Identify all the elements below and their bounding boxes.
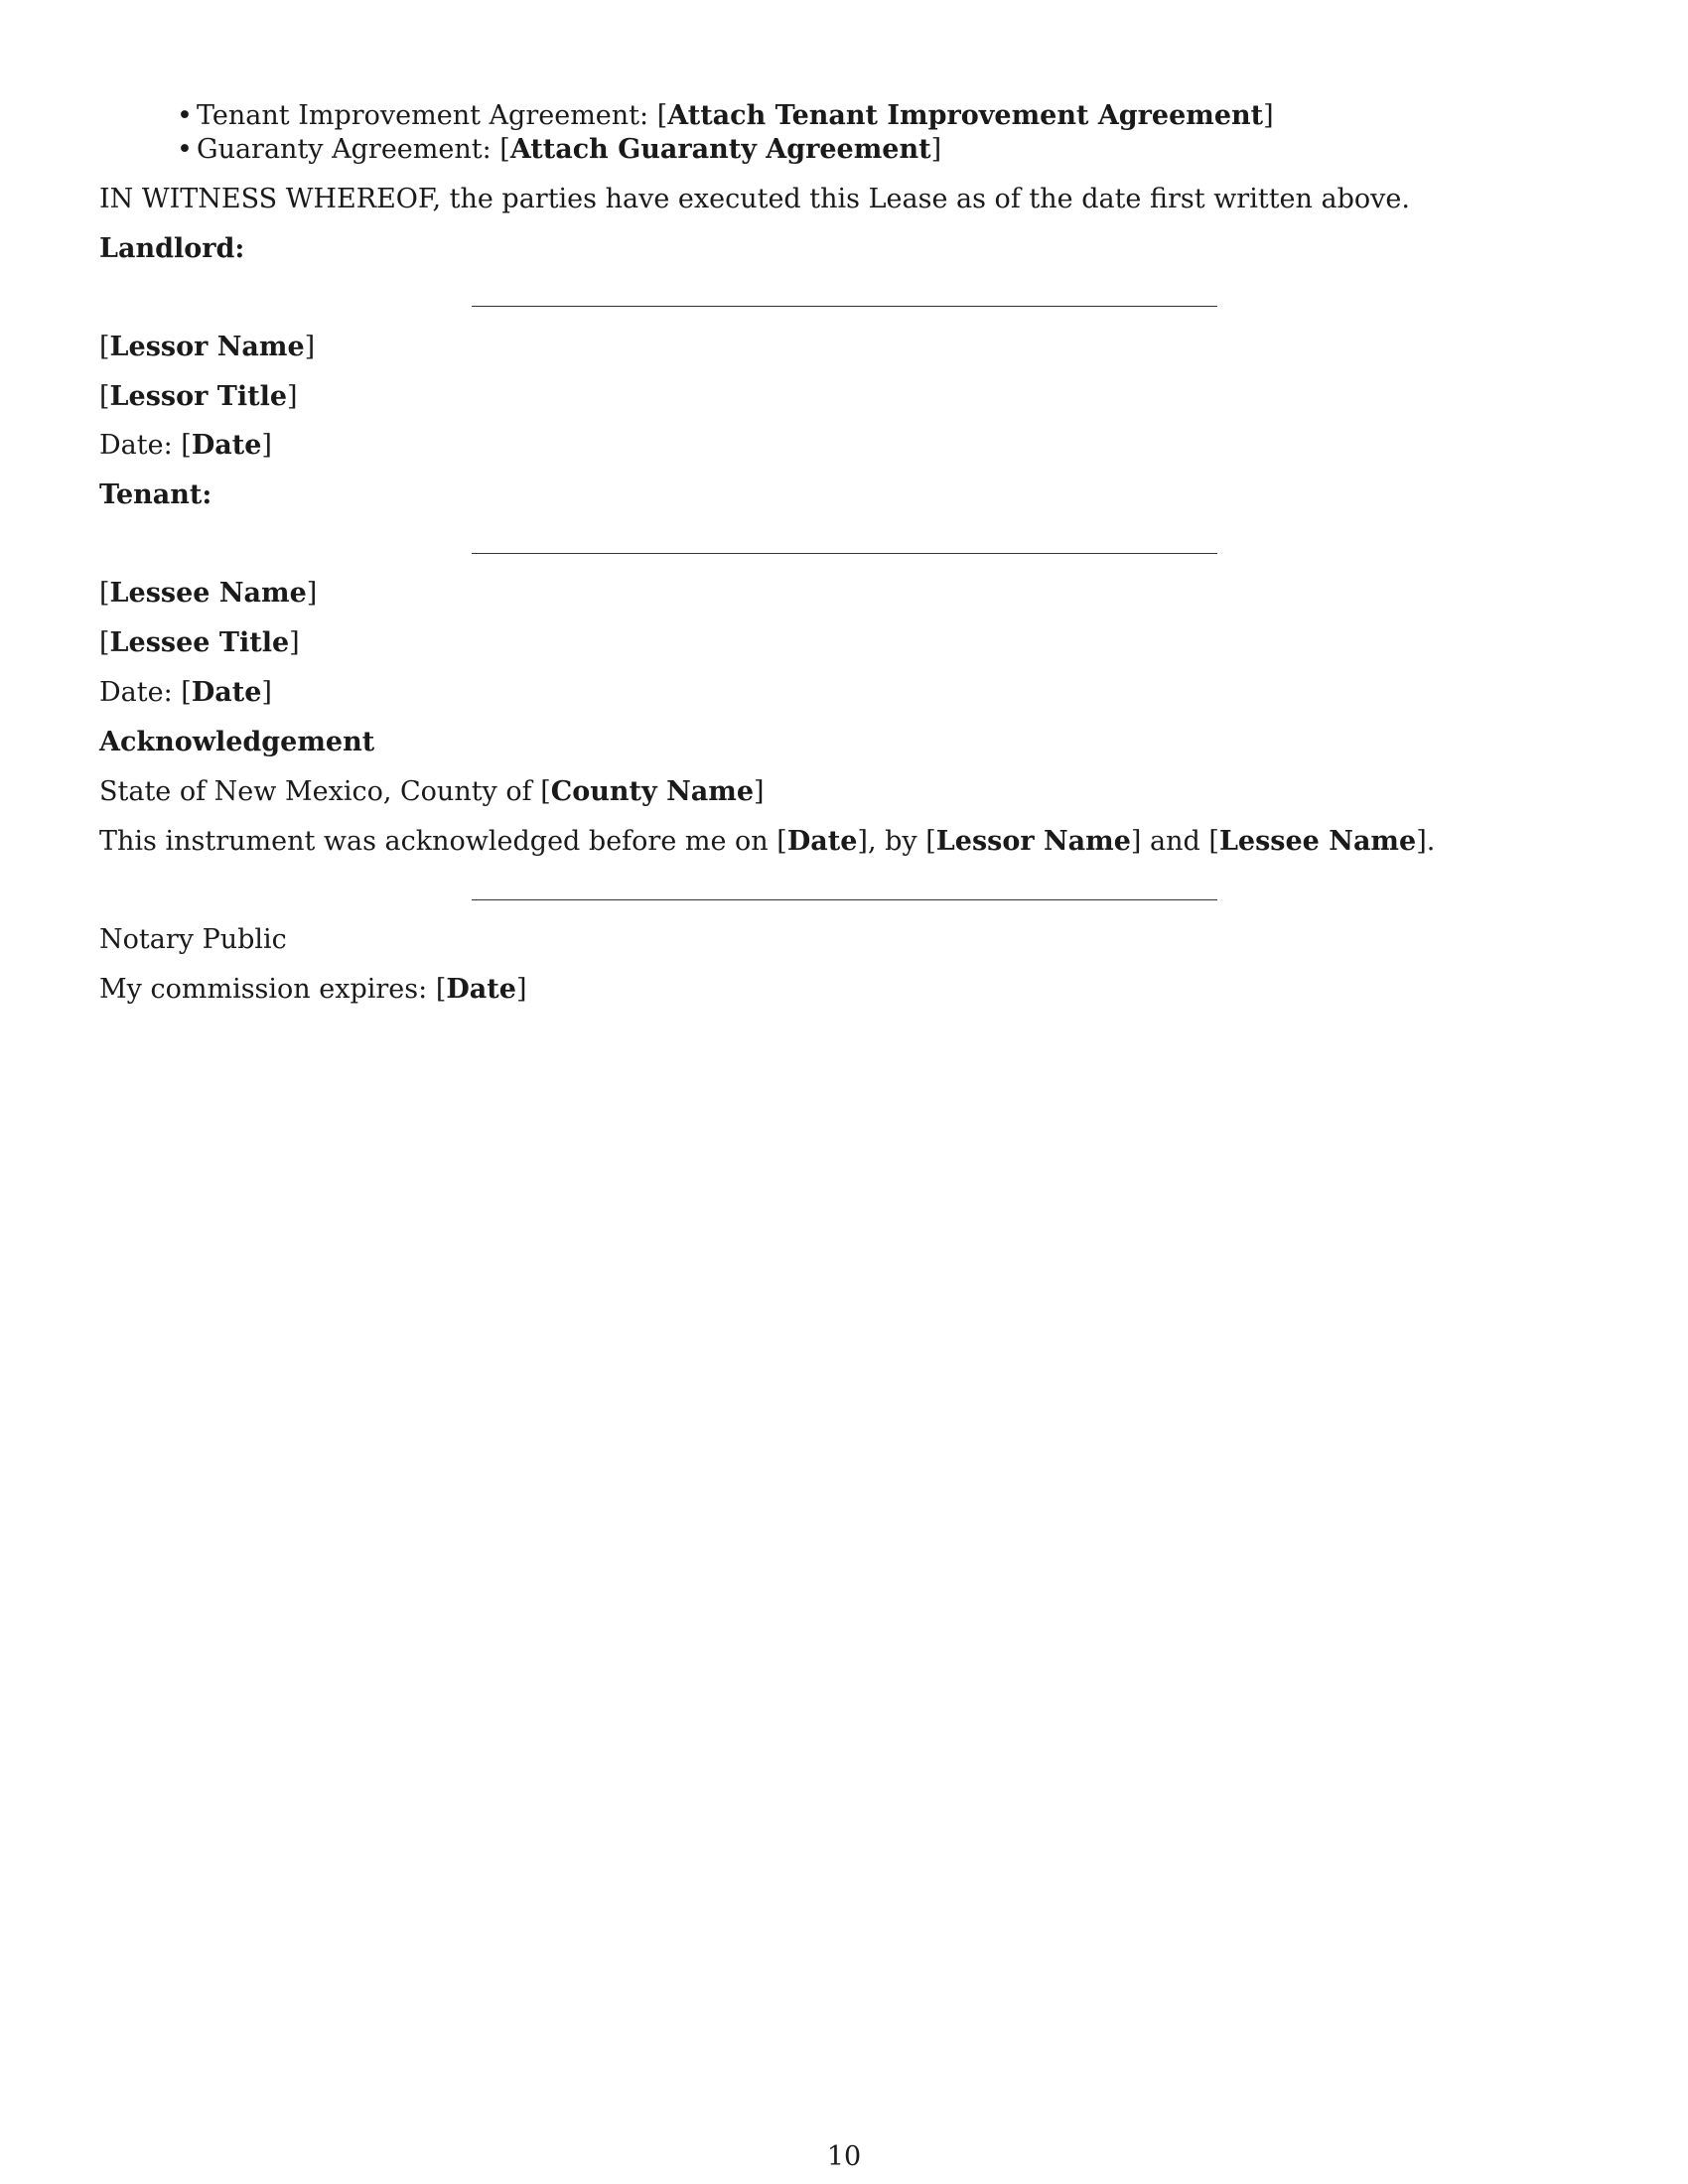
attachment-label: Tenant Improvement Agreement: — [197, 100, 657, 131]
notary-public-label: Notary Public — [99, 924, 287, 955]
instrument-statement: This instrument was acknowledged before me on [Date], by [Lessor Name] and [Lessee Name]. — [99, 826, 1436, 857]
landlord-heading: Landlord: — [99, 233, 245, 264]
attachment-item-tenant-improvement: • Tenant Improvement Agreement: [Attach Tenant Improvement Agreement] — [197, 98, 1274, 134]
state-county-line: State of New Mexico, County of [County Name] — [99, 776, 765, 807]
landlord-signature-line — [472, 306, 1217, 307]
tenant-name: [Lessee Name] — [99, 578, 318, 609]
tenant-signature-line — [472, 553, 1217, 554]
tenant-heading: Tenant: — [99, 479, 212, 510]
attachment-label: Guaranty Agreement: — [197, 134, 500, 165]
witness-clause: IN WITNESS WHEREOF, the parties have executed this Lease as of the date first written above. — [99, 184, 1410, 214]
bullet-icon: • — [177, 100, 193, 131]
attachment-placeholder: Attach Guaranty Agreement — [509, 134, 931, 165]
commission-expires: My commission expires: [Date] — [99, 974, 527, 1005]
attachment-item-guaranty: • Guaranty Agreement: [Attach Guaranty Agreement] — [197, 132, 941, 168]
landlord-name: [Lessor Name] — [99, 332, 316, 362]
acknowledgement-heading: Acknowledgement — [99, 727, 375, 757]
landlord-title: [Lessor Title] — [99, 381, 298, 412]
bullet-icon: • — [177, 134, 193, 165]
landlord-date: Date: [Date] — [99, 430, 272, 461]
page-number: 10 — [826, 2141, 862, 2172]
tenant-title: [Lessee Title] — [99, 627, 300, 658]
attachment-placeholder: Attach Tenant Improvement Agreement — [667, 100, 1264, 131]
notary-signature-line — [472, 899, 1217, 900]
tenant-date: Date: [Date] — [99, 677, 272, 708]
